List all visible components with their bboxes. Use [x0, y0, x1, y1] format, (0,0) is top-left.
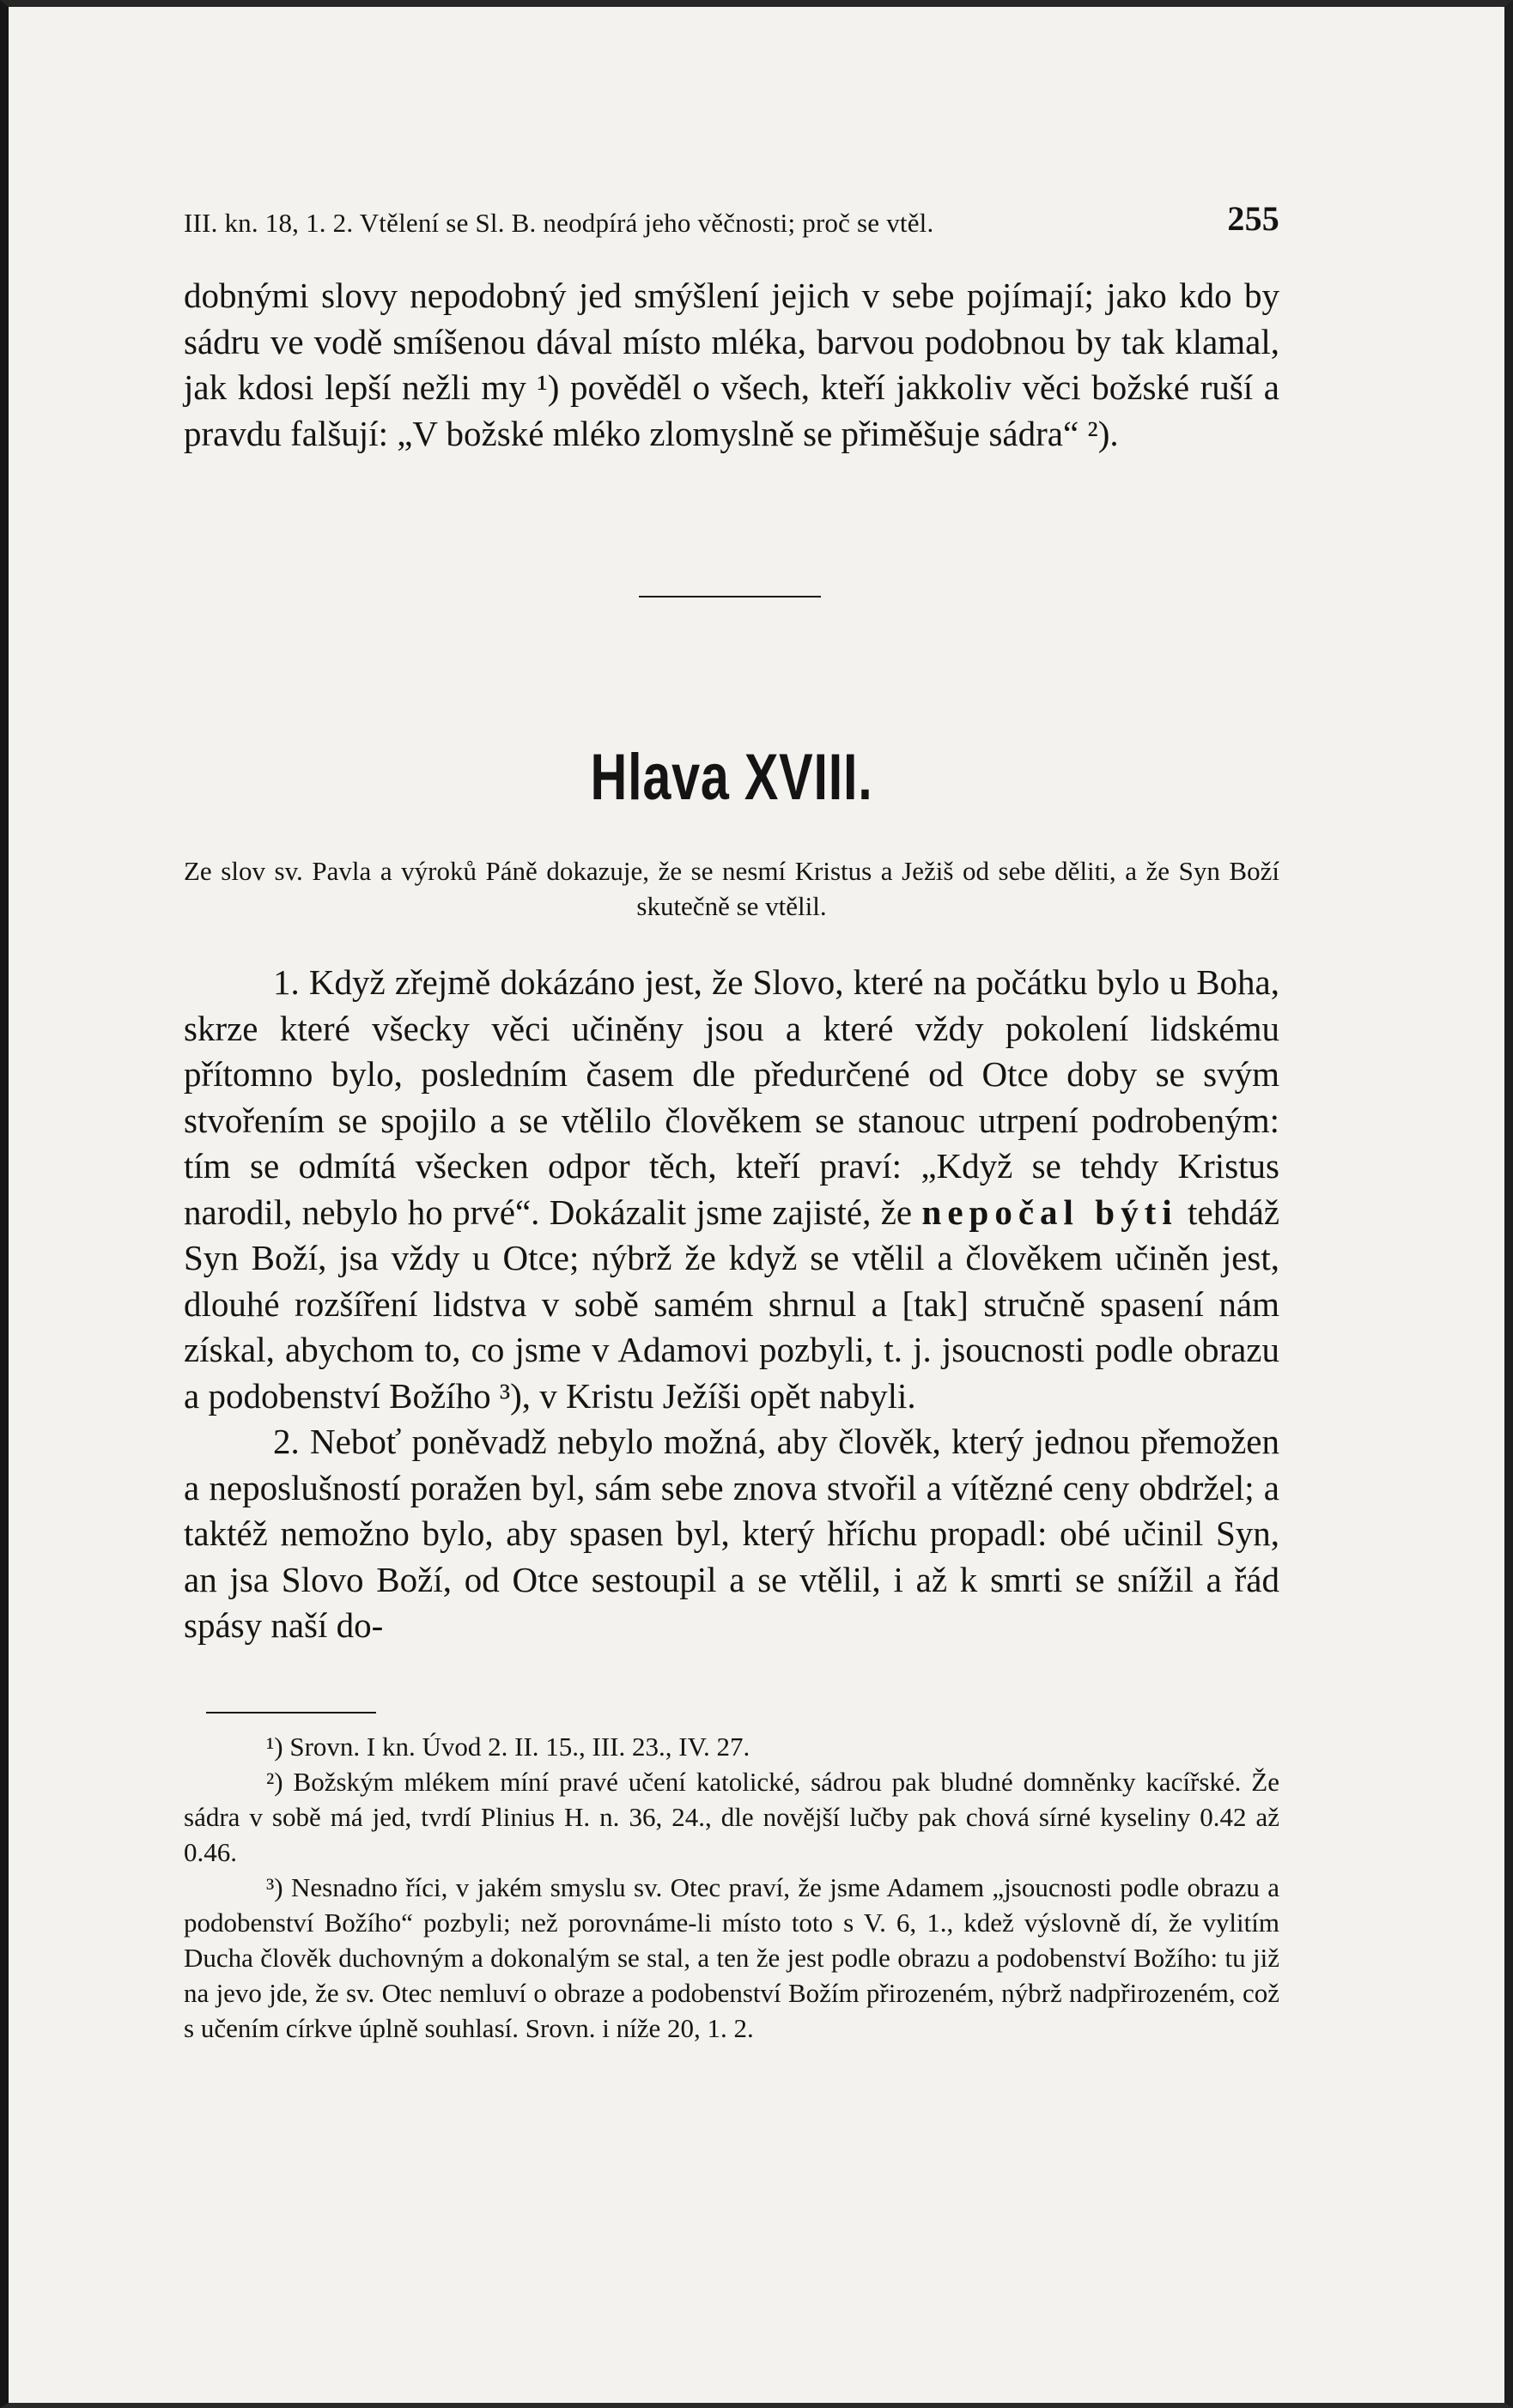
paragraph-2: 2. Neboť poněvadž nebylo možná, aby člověk, který jednou přemožen a neposlušností poražen byl, sám sebe znova stvořil a vítězné ceny obdržel; a taktéž nemožno bylo, aby spasen byl, který hříchu propadl: obé učinil Syn, an jsa Slovo Boží, od Otce sestoupil a se vtělil, i až k smrti se snížil a řád spásy naší do-	[184, 1422, 1279, 1645]
chapter-title: Hlava XVIII.	[590, 741, 873, 814]
footnote-separator-rule	[206, 1712, 376, 1714]
footnote-3: ³) Nesnadno říci, v jakém smyslu sv. Otec praví, že jsme Adamem „jsoucnosti podle obrazu a podobenství Božího“ pozbyli; než porovnáme-li místo toto s V. 6, 1., kdež výslovně dí, že vylitím Ducha člověk duchovným a dokonalým se stal, a ten že jest podle obrazu a podobenství Božího: tu již na jevo jde, že sv. Otec nemluví o obraze a podobenství Božím přirozeném, nýbrž nadpřirozeném, což s učením církve úplně souhlasí. Srovn. i níže 20, 1. 2.	[184, 1872, 1279, 2043]
chapter-body	[184, 960, 1279, 1649]
page-number: 255	[1227, 199, 1279, 238]
footnote-1: ¹) Srovn. I kn. Úvod 2. II. 15., III. 23., IV. 27.	[266, 1732, 750, 1762]
paragraph-1-text-a: 1. Když zřejmě dokázáno jest, že Slovo, které na počátku bylo u Boha, skrze které všecky věci učiněny jsou a které vždy pokolení lidskému přítomno bylo, posledním časem dle předurčené od Otce doby se svým stvořením se spojilo a se vtělilo člověkem se stanouc utrpení podrobeným: tím se odmítá všecken odpor těch, kteří praví: „Když se tehdy Kristus narodil, nebylo ho prvé“. Dokázalit jsme zajisté, že	[184, 962, 1279, 1232]
running-header	[184, 199, 1279, 239]
running-title: III. kn. 18, 1. 2. Vtělení se Sl. B. neodpírá jeho věčnosti; proč se vtěl.	[184, 208, 934, 238]
chapter-summary: Ze slov sv. Pavla a výroků Páně dokazuje, že se nesmí Kristus a Ježiš od sebe děliti, a že Syn Boží skutečně se vtělil.	[184, 856, 1279, 921]
footnote-2: ²) Božským mlékem míní pravé učení katolické, sádrou pak bludné domněnky kacířské. Že sádra v sobě má jed, tvrdí Plinius H. n. 36, 24., dle novější lučby pak chová sírné kyseliny 0.42 až 0.46.	[184, 1767, 1279, 1867]
paragraph-1-text-b: tehdáž Syn Boží, jsa vždy u Otce; nýbrž že když se vtělil a člověkem učiněn jest, dlouhé rozšíření lidstva v sobě samém shrnul a [tak] stručně spasení nám získal, abychom to, co jsme v Adamovi pozbyli, t. j. jsoucnosti podle obrazu a podobenství Božího ³), v Kristu Ježíši opět nabyli.	[184, 1192, 1280, 1416]
paragraph-1-emphasis: nepočal býti	[921, 1192, 1178, 1232]
continuation-paragraph: dobnými slovy nepodobný jed smýšlení jejich v sebe pojímají; jako kdo by sádru ve vodě smíšenou dával místo mléka, barvou podobnou by tak klamal, jak kdosi lepší nežli my ¹) pověděl o všech, kteří jakkoliv věci božské ruší a pravdu falšují: „V božské mléko zlomyslně se přiměšuje sádra“ ²).	[184, 276, 1279, 453]
paragraph-1	[184, 960, 1279, 1419]
chapter-separator-rule	[639, 596, 821, 597]
footnotes	[184, 1729, 1279, 2046]
